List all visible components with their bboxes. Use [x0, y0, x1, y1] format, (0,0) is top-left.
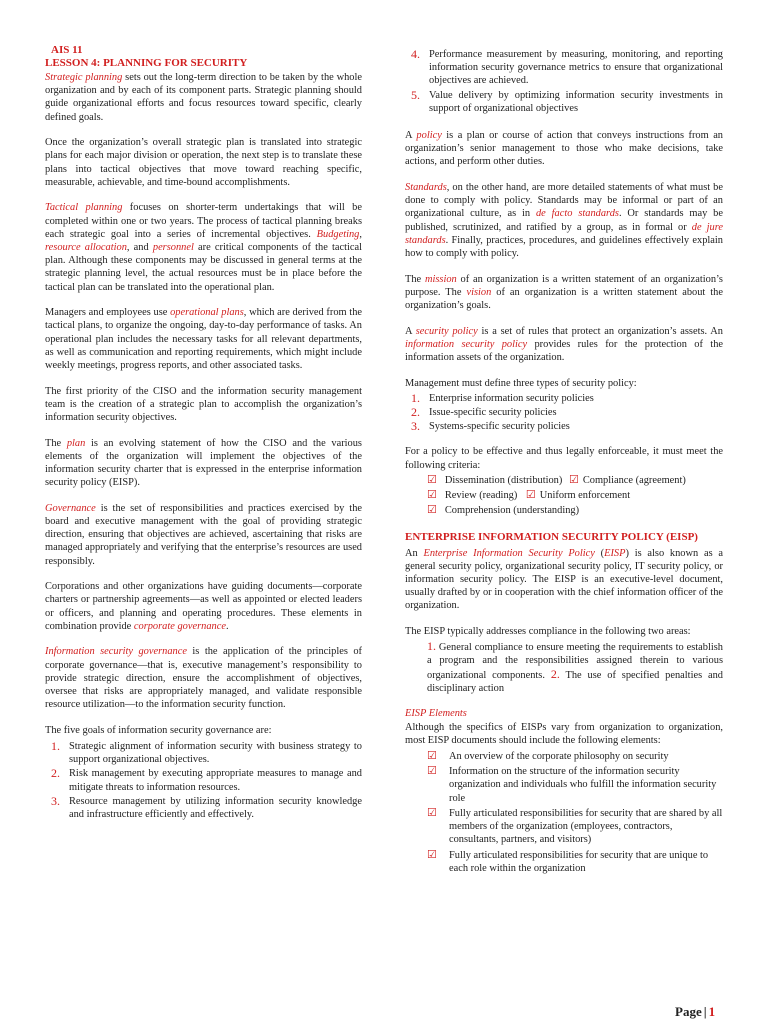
paragraph-tactical-planning: Tactical planning focuses on shorter-term undertakings that will be completed within one or two years. The process of tactical planning breaks each strategic goal into a series of incremental objectives. Budgeting, resource allocation, and personnel are critical components of the tactical plan. Although these components may be discussed in general terms at the strategic planning level, the actual resources must be in place before the tactical plan can be translated into the operational plan. — [45, 202, 363, 293]
paragraph-policy-types-intro: Management must define three types of security policy: — [405, 377, 637, 389]
term: de facto standards — [535, 208, 619, 220]
page-number: 1 — [708, 1004, 716, 1019]
checkbox-icon: ☑ — [427, 750, 437, 763]
list-item: 4. Performance measurement by measuring, monitoring, and reporting information security governance metrics to ensure that organizational objectives are achieved. — [411, 47, 723, 87]
checkbox-icon: ☑ — [427, 765, 437, 778]
list-item: 1. Strategic alignment of information security with business strategy to support organizational objectives. — [51, 739, 362, 766]
term: de jure standards — [405, 221, 723, 246]
checkbox-icon: ☑ — [525, 489, 536, 502]
term: Strategic planning — [45, 72, 123, 83]
checkbox-icon: ☑ — [427, 806, 437, 819]
term: plan — [66, 437, 86, 449]
term: personnel — [152, 242, 194, 254]
paragraph-operational-plans: Managers and employees use operational plans, which are derived from the tactical plans, to organize the ongoing, day-to-day performance of tasks. An operational plan includes the necessary tasks for all relevant departments, as well as communication and reporting requirements, which might include weekly meetings, progress reports, and other associated tasks. — [45, 307, 363, 372]
goals-list — [45, 740, 362, 821]
term: EISP — [604, 547, 626, 559]
left-column — [45, 44, 362, 833]
list-item: 3. Resource management by utilizing information security knowledge and infrastructure efficiently and effectively. — [51, 793, 362, 821]
paragraph-elements-intro: Although the specifics of EISPs vary from organization to organization, most EISP documents should include the following elements: — [405, 721, 723, 746]
subheading-eisp-elements: EISP Elements — [405, 708, 467, 720]
paragraph-security-policy: A security policy is a set of rules that protect an organization’s assets. An information security policy provides rules for the protection of the information assets of the organization. — [405, 325, 724, 364]
paragraph-mission-vision: The mission of an organization is a written statement of an organization’s purpose. The vision of an organization is a written statement about the organization’s goals. — [405, 273, 723, 312]
term: mission — [424, 273, 457, 285]
paragraph-eisp-compliance-areas: 1. General compliance to ensure meeting the requirements to establish a program and the responsibilities assigned therein to various organizational components. 2. The use of specified penalties and disciplinary action — [427, 639, 723, 694]
list-item: ☑ Fully articulated responsibilities for security that are unique to each role within the organization — [427, 848, 709, 874]
checkbox-icon: ☑ — [427, 473, 437, 486]
list-item: 3. Systems-specific security policies — [411, 419, 570, 434]
paragraph-criteria-intro: For a policy to be effective and thus legally enforceable, it must meet the following criteria: — [405, 446, 723, 471]
term: vision — [466, 286, 492, 298]
term: Tactical planning — [45, 202, 123, 214]
criteria-list — [405, 474, 723, 518]
course-code: AIS 11 — [51, 44, 83, 56]
list-item: 5. Value delivery by optimizing information security investments in support of organizational objectives — [411, 87, 723, 114]
paragraph-standards: Standards, on the other hand, are more detailed statements of what must be done to comply with policy. Standards may be informal or part of an organizational culture, as in de facto standards. Or standards may be published, scrutinized, and ratified by a group, as in formal or de jure standards. Finally, practices, procedures, and guidelines effectively explain how to comply with policy. — [405, 182, 723, 260]
lesson-title: LESSON 4: PLANNING FOR SECURITY — [45, 57, 248, 69]
list-item: ☑ Information on the structure of the information security organization and individuals who fulfill the information security role — [427, 765, 717, 804]
criteria-row: ☑ Comprehension (understanding) — [427, 504, 580, 517]
paragraph-five-goals-intro: The five goals of information security governance are: — [45, 724, 272, 736]
list-number: 2. — [550, 666, 560, 681]
term: Budgeting — [316, 228, 360, 240]
paragraph-infosec-governance: Information security governance is the application of the principles of corporate governance—that is, executive management’s responsibility to provide strategic direction, ensure the accomplishment of objectives, oversee that risks are appropriately managed, and validate responsible resource utilization—to the information security function. — [45, 646, 363, 711]
term: resource allocation — [45, 242, 127, 254]
page-label: Page — [675, 1004, 702, 1019]
checkbox-icon: ☑ — [568, 473, 579, 486]
term: Standards — [405, 182, 447, 194]
list-item: 1. Enterprise information security policies — [411, 390, 594, 405]
paragraph-plan: The plan is an evolving statement of how the CISO and the various elements of the organization will implement the objectives of the information security charter that is expressed in the enterprise information security policy (EISP). — [45, 437, 362, 489]
paragraph-strategic-translation: Once the organization’s overall strategic plan is translated into strategic plans for each major division or operation, the next step is to translate these plans into tactical objectives that move toward reaching specific, measurable, achievable, and time-bound accomplishments. — [45, 137, 362, 188]
list-item: ☑ Fully articulated responsibilities for security that are shared by all members of the organization (employees, contractors, consultants, partners, and visitors) — [427, 806, 723, 846]
section-heading-eisp: ENTERPRISE INFORMATION SECURITY POLICY (EISP) — [405, 531, 698, 544]
term: Information security governance — [45, 646, 187, 658]
paragraph-governance: Governance is the set of responsibilities and practices exercised by the board and executive management with the goal of providing strategic direction, ensuring that objectives are achieved, ascertaining that risks are managed appropriately and verifying that the enterprise’s resources are used responsibly. — [45, 502, 362, 567]
criteria-row: ☑ Review (reading) ☑ Uniform enforcement — [427, 489, 631, 502]
elements-list — [405, 750, 723, 875]
paragraph-strategic-planning: Strategic planning sets out the long-term direction to be taken by the whole organization and by each of its component parts. Strategic planning should guide organizational efforts and focus resources toward specific, clearly defined goals. — [45, 72, 362, 123]
policy-types-list — [405, 392, 723, 434]
list-item: 2. Issue-specific security policies — [411, 405, 557, 420]
criteria-row: ☑ Dissemination (distribution) ☑ Compliance (agreement) — [427, 473, 686, 486]
paragraph-eisp-compliance-intro: The EISP typically addresses compliance in the following two areas: — [405, 626, 691, 638]
page-footer — [675, 1004, 715, 1020]
right-column — [405, 48, 723, 885]
checkbox-icon: ☑ — [427, 504, 437, 517]
term: Governance — [45, 502, 96, 514]
paragraph-ciso-priority: The first priority of the CISO and the information security management team is the creation of a strategic plan to accomplish the organization’s information security objectives. — [45, 385, 362, 424]
list-item: ☑ An overview of the corporate philosophy on security — [427, 750, 669, 763]
list-item: 2. Risk management by executing appropriate measures to manage and mitigate threats to information resources. — [51, 766, 362, 793]
paragraph-policy: A policy is a plan or course of action that conveys instructions from an organization’s senior management to those who make decisions, take actions, and perform other duties. — [405, 130, 723, 168]
term: policy — [416, 130, 442, 142]
term: Enterprise Information Security Policy — [423, 547, 595, 559]
paragraph-eisp: An Enterprise Information Security Policy (EISP) is also known as a general security policy, organizational security policy, IT security policy, or information security policy. The EISP is an executive-level document, usually drafted by or in cooperation with the chief information officer of the organization. — [405, 547, 723, 612]
term: corporate governance — [133, 620, 226, 632]
term: information security policy — [405, 338, 528, 350]
footer-separator: | — [703, 1004, 707, 1019]
list-number: 1. — [427, 639, 436, 654]
checkbox-icon: ☑ — [427, 848, 437, 861]
checkbox-icon: ☑ — [427, 489, 437, 502]
term: operational plans — [170, 307, 244, 319]
goals-list-continued — [405, 48, 723, 115]
term: security policy — [415, 325, 478, 337]
paragraph-corporate-governance: Corporations and other organizations have guiding documents—corporate charters or partnership agreements—as well as appointed or elected leaders or officers, and planning and operating procedures. These elements in combination provide corporate governance. — [45, 581, 362, 632]
